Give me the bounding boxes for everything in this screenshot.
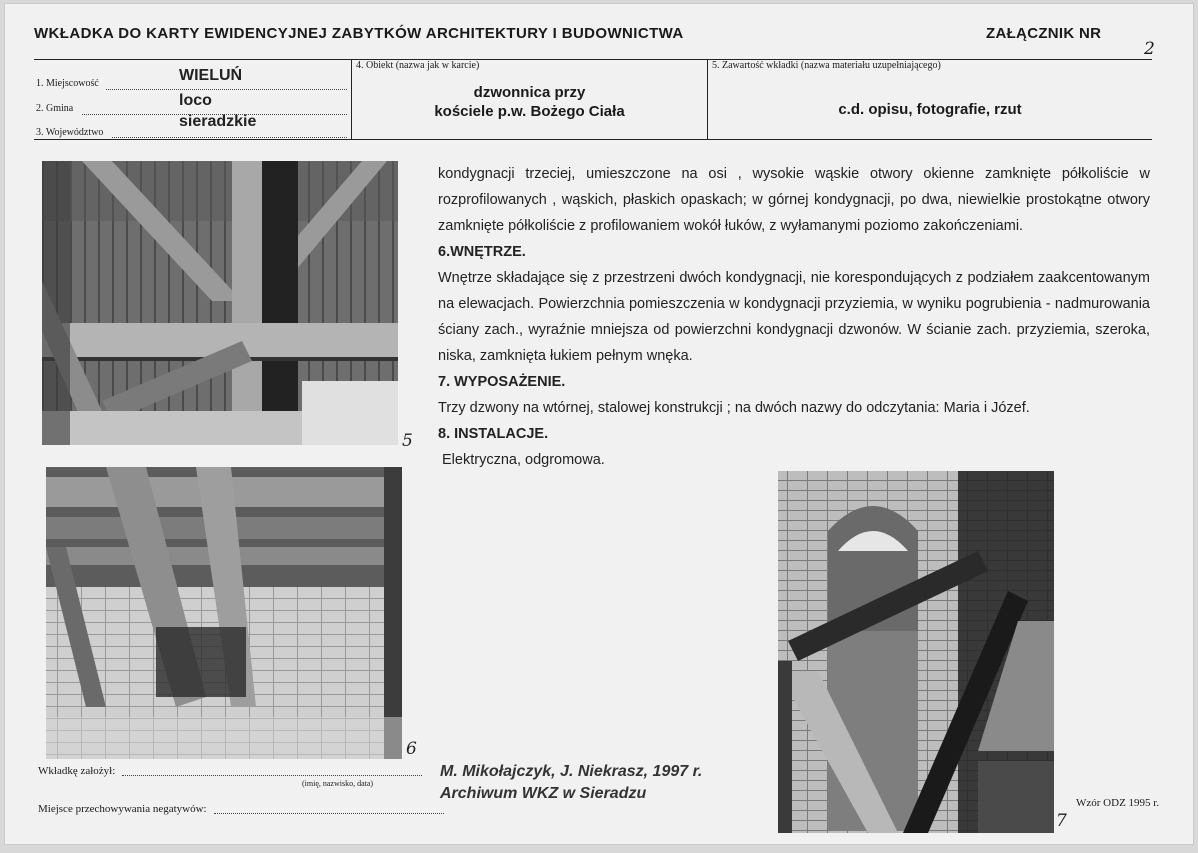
photo-bell-structure-image [778,471,1054,833]
section-8-heading: 8. INSTALACJE. [438,426,549,442]
photo-interior [46,467,402,759]
annex-number: 2 [1144,39,1155,59]
founded-label: Wkładkę założył: [38,765,116,777]
header-top-rule [34,59,1152,60]
photo-bell-structure [778,471,1054,833]
commune-value: loco [179,92,212,109]
photo-roof-truss [42,161,398,445]
photo-roof-truss-image [42,161,398,445]
section-6-body: Wnętrze składające się z przestrzeni dwóch kondygnacji, nie korespondujących z podziałem zaakcentowanym na elewacjach. Powierzchnia pomieszczenia w kondygnacji przyziemia, w wyniku pogrubienia - nadmurowania ściany zach., wyraźnie mniejsza od powierzchni kondygnacji dzwonów. W ścianie zach. przyziemia, szeroka, niska, zamknięta łukiem pełnym wnęka. [438,270,1150,364]
town-dots [106,89,347,90]
authors: M. Mikołajczyk, J. Niekrasz, 1997 r. [440,763,703,780]
province-dots [112,137,347,138]
contents-label: 5. Zawartość wkładki (nazwa materiału uzupełniającego) [712,60,941,71]
object-label: 4. Obiekt (nazwa jak w karcie) [356,60,480,71]
intro-paragraph: kondygnacji trzeciej, umieszczone na osi , wysokie wąskie otwory okienne zamknięte półkoliście w rozprofilowanych , wąskich, płaskich opaskach; w górnej kondygnacji, po dwa, niewielkie prostokątne otwory zamknięte półkoliście z profilowaniem wokół łuków, z wyłamanymi poziomo zakończeniami. [438,166,1150,234]
commune-label: 2. Gmina [36,103,74,114]
contents-value: c.d. opisu, fotografie, rzut [838,101,1022,118]
object-line-1: dzwonnica przy [473,84,586,101]
photo-number-6: 6 [406,739,417,759]
form-title: WKŁADKA DO KARTY EWIDENCYJNEJ ZABYTKÓW ARCHITEKTURY I BUDOWNICTWA [34,25,684,42]
section-8-body: Elektryczna, odgromowa. [442,452,605,468]
photo-interior-image [46,467,402,759]
province-value: sieradzkie [179,113,257,130]
annex-label: ZAŁĄCZNIK NR [986,25,1102,42]
object-line-2: kościele p.w. Bożego Ciała [434,103,625,120]
photo-number-5: 5 [402,431,413,451]
section-6-heading: 6.WNĘTRZE. [438,244,526,260]
description-text [438,161,1150,473]
archive: Archiwum WKZ w Sieradzu [440,785,647,802]
storage-label: Miejsce przechowywania negatywów: [38,803,207,815]
province-label: 3. Województwo [36,127,104,138]
document-page [4,3,1194,845]
storage-dots [214,813,444,814]
founded-dots [122,775,422,776]
section-7-body: Trzy dzwony na wtórnej, stalowej konstrukcji ; na dwóch nazwy do odczytania: Maria i Józef. [438,400,1030,416]
founded-sublabel: (imię, nazwisko, data) [302,779,374,788]
section-7-heading: 7. WYPOSAŻENIE. [438,374,566,390]
photo-number-7: 7 [1056,811,1067,831]
header-bottom-rule [34,139,1152,140]
form-version: Wzór ODZ 1995 r. [1076,797,1160,809]
town-label: 1. Miejscowość [36,78,99,89]
object-value [352,83,707,121]
town-value: WIELUŃ [179,67,243,84]
